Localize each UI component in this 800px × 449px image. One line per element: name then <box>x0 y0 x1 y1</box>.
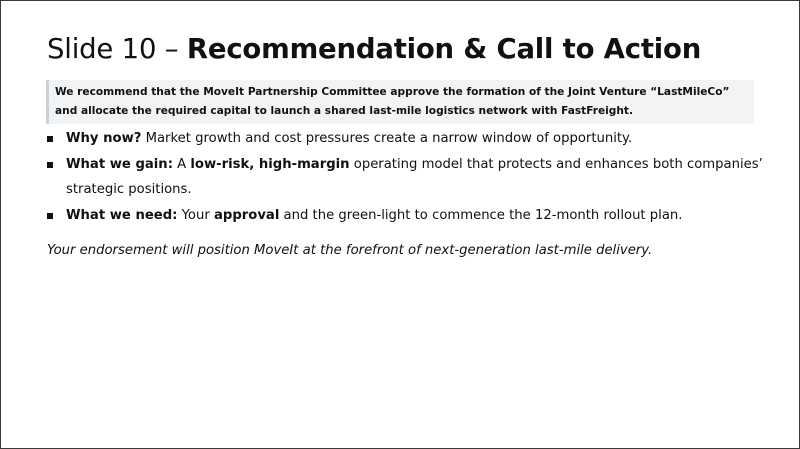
bullet-square-icon <box>47 162 53 168</box>
recommendation-callout: We recommend that the MoveIt Partnership Committee approve the formation of the Joint Venture “LastMileCo” and allocate the required capital to launch a shared last-mile logistics network with FastFreight. <box>46 80 754 124</box>
bullet-text: Market growth and cost pressures create a narrow window of opportunity. <box>141 131 633 146</box>
bullet-emphasis: low-risk, high-margin <box>190 157 350 172</box>
bullet-text: Your <box>177 208 214 223</box>
bullet-text: and the green-light to commence the 12-month rollout plan. <box>279 208 683 223</box>
bullet-what-we-gain <box>47 152 767 202</box>
closing-statement: Your endorsement will position MoveIt at the forefront of next-generation last-mile delivery. <box>47 243 653 258</box>
slide-title <box>47 31 701 67</box>
bullet-label: Why now? <box>66 131 142 146</box>
bullet-what-we-need <box>47 203 767 228</box>
slide-heading: Recommendation & Call to Action <box>186 33 702 65</box>
bullet-label: What we need: <box>66 208 178 223</box>
slide-number: Slide 10 – <box>47 33 187 65</box>
bullet-text: operating model that protects and enhances both companies’ strategic positions. <box>66 157 763 197</box>
bullet-why-now <box>47 126 767 151</box>
bullet-square-icon <box>47 136 53 142</box>
bullet-label: What we gain: <box>66 157 173 172</box>
bullet-text: A <box>172 157 191 172</box>
bullet-list <box>47 126 767 229</box>
bullet-square-icon <box>47 213 53 219</box>
bullet-emphasis: approval <box>213 208 280 223</box>
